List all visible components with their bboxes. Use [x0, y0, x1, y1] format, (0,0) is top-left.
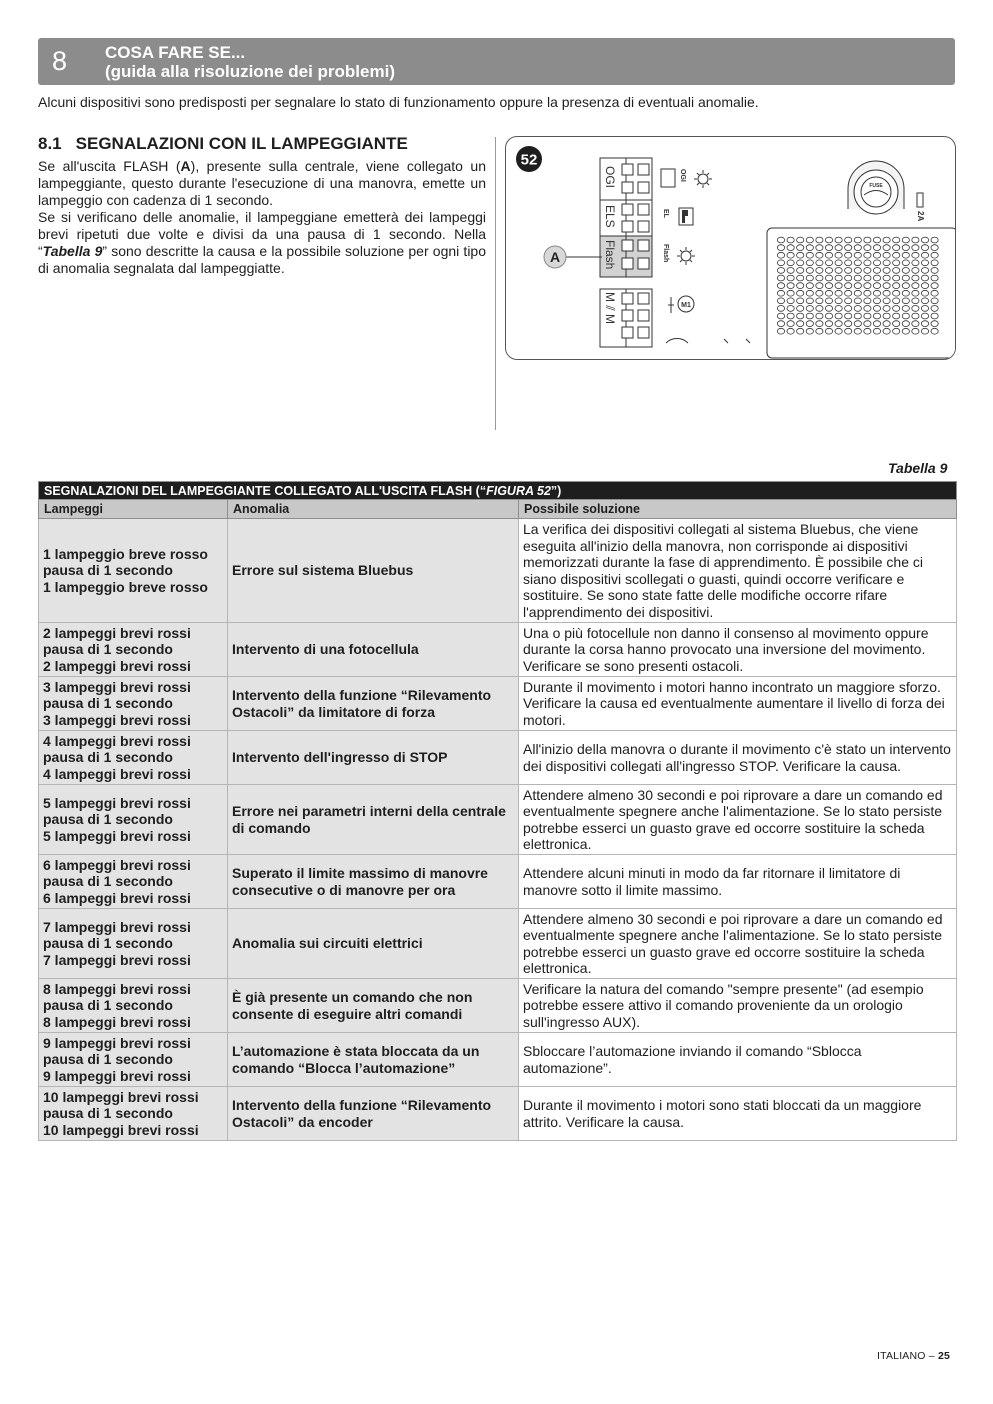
section-header: [38, 38, 955, 85]
table-row: [39, 677, 957, 731]
cell-lampeggi: 2 lampeggi brevi rossi pausa di 1 secondo 2 lampeggi brevi rossi: [39, 623, 228, 677]
paragraph-1-text-a: Se all'uscita FLASH (: [38, 158, 181, 174]
terminal-label-flash: Flash: [603, 240, 617, 270]
page-number: 25: [937, 1350, 951, 1362]
cell-lampeggi: 10 lampeggi brevi rossi pausa di 1 secondo 10 lampeggi brevi rossi: [39, 1087, 228, 1141]
subsection-body: [38, 158, 486, 277]
subsection-number: 8.1: [38, 134, 62, 153]
cell-lampeggi: 1 lampeggio breve rosso pausa di 1 secondo 1 lampeggio breve rosso: [39, 519, 228, 623]
cell-anomalia: È già presente un comando che non consente di eseguire altri comandi: [228, 979, 519, 1033]
terminal-label-motor: M ⫽ M: [603, 292, 617, 325]
cell-lampeggi: 4 lampeggi brevi rossi pausa di 1 secondo 4 lampeggi brevi rossi: [39, 731, 228, 785]
motor-polarity-icon: [668, 297, 674, 313]
cell-soluzione: All'inizio della manovra o durante il movimento c'è stato un intervento dei dispositivi collegati all'ingresso STOP. Verificare la causa.: [519, 731, 957, 785]
cell-lampeggi: 9 lampeggi brevi rossi pausa di 1 secondo 9 lampeggi brevi rossi: [39, 1033, 228, 1087]
antenna-icon: [666, 339, 688, 344]
terminal-label-els: ELS: [603, 205, 617, 228]
table-reference: Tabella 9: [42, 243, 103, 259]
cell-soluzione: Sbloccare l’automazione inviando il comando “Sblocca automazione”.: [519, 1033, 957, 1087]
column-header-anomalia: Anomalia: [228, 500, 519, 519]
motor-label: M1: [681, 302, 691, 309]
table-row: [39, 519, 957, 623]
cell-lampeggi: 8 lampeggi brevi rossi pausa di 1 secondo 8 lampeggi brevi rossi: [39, 979, 228, 1033]
section-number: 8: [52, 46, 68, 76]
cell-anomalia: Intervento della funzione “Rilevamento Ostacoli” da encoder: [228, 1087, 519, 1141]
fuse-value: 2A: [916, 211, 925, 222]
cell-soluzione: Attendere alcuni minuti in modo da far ritornare il limitatore di manovre sotto il limite massimo.: [519, 855, 957, 909]
table-title-row: [39, 482, 957, 500]
ogi-indicator-box: [661, 169, 675, 187]
cell-soluzione: Attendere almeno 30 secondi e poi riprovare a dare un comando ed eventualmente spegnere anche l'alimentazione. Se lo stato persiste potrebbe esserci un guasto grave ed occorre sostituire la scheda elettronica.: [519, 909, 957, 979]
table-title-text-a: SEGNALAZIONI DEL LAMPEGGIANTE COLLEGATO ALL'USCITA FLASH (“: [44, 483, 487, 498]
section-title-line1: COSA FARE SE...: [105, 43, 246, 62]
cell-soluzione: Attendere almeno 30 secondi e poi riprovare a dare un comando ed eventualmente spegnere anche l'alimentazione. Se lo stato persiste potrebbe esserci un guasto grave ed occorre sostituire la scheda elettronica.: [519, 785, 957, 855]
callout-letter: A: [549, 249, 561, 265]
table-row: [39, 731, 957, 785]
table-row: [39, 909, 957, 979]
side-label-el: EL: [662, 209, 669, 218]
column-header-lampeggi: Lampeggi: [39, 500, 228, 519]
table-row: [39, 855, 957, 909]
lamp-icon: [694, 170, 712, 188]
paragraph-2-text-a: Se si verificano delle anomalie, il lampeggiane emetterà dei lampeggi brevi ripetuti due volte e divisi da una pausa di 1 secondo. Nella “: [38, 209, 486, 259]
side-label-flash: Flash: [662, 244, 669, 263]
cell-lampeggi: 6 lampeggi brevi rossi pausa di 1 secondo 6 lampeggi brevi rossi: [39, 855, 228, 909]
cell-anomalia: Errore sul sistema Bluebus: [228, 519, 519, 623]
side-label-ogi: OGI: [679, 169, 686, 182]
cell-lampeggi: 3 lampeggi brevi rossi pausa di 1 secondo 3 lampeggi brevi rossi: [39, 677, 228, 731]
paragraph-1-text-c: ), presente sulla centrale, viene collegato un lampeggiante, questo durante l'esecuzione di una manovra, emette un lampeggio con cadenza di 1 secondo.: [38, 158, 486, 208]
fuse-symbol: [917, 193, 923, 207]
table-header-row: [39, 500, 957, 519]
section-title: [105, 43, 395, 81]
paragraph-1: [38, 158, 486, 209]
table-row: [39, 1087, 957, 1141]
cell-anomalia: Anomalia sui circuiti elettrici: [228, 909, 519, 979]
table-title-text-c: ”): [550, 483, 562, 498]
fuse-holder: [848, 161, 904, 214]
table-row: [39, 785, 957, 855]
fuse-label: FUSE: [869, 183, 883, 189]
cell-anomalia: Intervento dell'ingresso di STOP: [228, 731, 519, 785]
cell-anomalia: Intervento di una fotocellula: [228, 623, 519, 677]
figure-52: [505, 136, 956, 360]
table-title: [39, 482, 957, 500]
cell-soluzione: Durante il movimento i motori hanno incontrato un maggiore sforzo. Verificare la causa ed eventualmente aumentare il livello di forza dei motori.: [519, 677, 957, 731]
cell-soluzione: Verificare la natura del comando "sempre presente" (ad esempio potrebbe essere attivo il comando proveniente da un orologio sull'ingresso AUX).: [519, 979, 957, 1033]
subsection-heading: [38, 134, 408, 154]
cell-soluzione: Una o più fotocellule non danno il consenso al movimento oppure durante la corsa hanno provocato una inversione del movimento. Verificare se sono presenti ostacoli.: [519, 623, 957, 677]
figure-number: 52: [520, 151, 538, 169]
cell-lampeggi: 5 lampeggi brevi rossi pausa di 1 secondo 5 lampeggi brevi rossi: [39, 785, 228, 855]
terminal-label-ogi: OGI: [603, 166, 617, 189]
footer-language: ITALIANO: [877, 1350, 926, 1362]
subsection-title: SEGNALAZIONI CON IL LAMPEGGIANTE: [75, 134, 408, 153]
column-header-soluzione: Possibile soluzione: [519, 500, 957, 519]
cell-anomalia: Superato il limite massimo di manovre consecutive o di manovre per ora: [228, 855, 519, 909]
table-row: [39, 623, 957, 677]
footer-separator: –: [925, 1350, 938, 1362]
lock-icon: [682, 210, 688, 223]
intro-paragraph: Alcuni dispositivi sono predisposti per segnalare lo stato di funzionamento oppure la presenza di eventuali anomalie.: [38, 94, 759, 110]
table-row: [39, 979, 957, 1033]
column-divider: [495, 137, 496, 430]
paragraph-1-bold: A: [180, 158, 191, 174]
paragraph-2-text-c: ” sono descritte la causa e la possibile soluzione per ogni tipo di anomalia segnalata dal lampeggiatte.: [38, 243, 486, 276]
cell-anomalia: L’automazione è stata bloccata da un comando “Blocca l’automazione”: [228, 1033, 519, 1087]
cell-anomalia: Errore nei parametri interni della centrale di comando: [228, 785, 519, 855]
section-title-line2: (guida alla risoluzione dei problemi): [105, 62, 395, 81]
flash-lamp-icon: [677, 247, 695, 265]
cell-anomalia: Intervento della funzione “Rilevamento Ostacoli” da limitatore di forza: [228, 677, 519, 731]
paragraph-2: [38, 209, 486, 277]
table-row: [39, 1033, 957, 1087]
cell-soluzione: La verifica dei dispositivi collegati al sistema Bluebus, che viene eseguita all'inizio della manovra, non corrisponde ai dispositivi memorizzati durante la fase di apprendimento. È possibile che ci siano dispositivi scollegati o guasti, quindi occorre verificare e sostituire. Se sono state fatte delle modifiche occorre rifare l'apprendimento dei dispositivi.: [519, 519, 957, 623]
table-title-figure-ref: FIGURA 52: [486, 483, 551, 498]
cell-soluzione: Durante il movimento i motori sono stati bloccati da un maggiore attrito. Verificare la causa.: [519, 1087, 957, 1141]
control-board-illustration: [506, 137, 955, 359]
page-footer: [877, 1350, 950, 1362]
cell-lampeggi: 7 lampeggi brevi rossi pausa di 1 secondo 7 lampeggi brevi rossi: [39, 909, 228, 979]
small-terminal-marks: [724, 339, 750, 343]
table-caption: Tabella 9: [888, 460, 948, 476]
troubleshooting-table: [38, 481, 957, 1141]
